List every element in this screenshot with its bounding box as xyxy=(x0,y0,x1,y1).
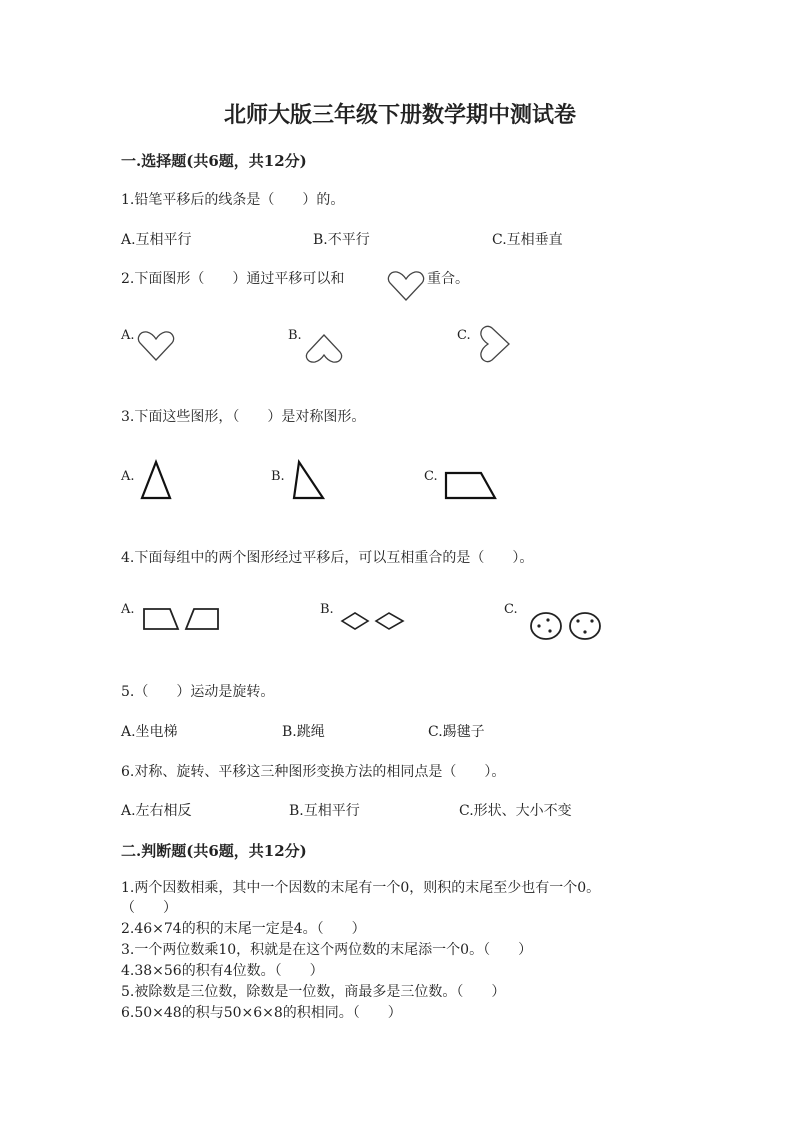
heart-inverted-icon xyxy=(304,333,344,363)
rhombus-pair-icon xyxy=(340,610,408,632)
question-3-text: 3.下面这些图形，（ ）是对称图形。 xyxy=(121,409,366,425)
page-title: 北师大版三年级下册数学期中测试卷 xyxy=(223,102,576,128)
q2-option-a-label: A. xyxy=(121,328,135,343)
question-1-text: 1.铅笔平移后的线条是（ ）的。 xyxy=(121,192,345,208)
judgment-item: 6.50×48的积与50×6×8的积相同。（ ） xyxy=(121,1005,402,1021)
question-4-text: 4.下面每组中的两个图形经过平移后，可以互相重合的是（ ）。 xyxy=(121,550,534,566)
q6-option-a: A.左右相反 xyxy=(121,803,192,819)
q4-option-a-label: A. xyxy=(121,602,135,617)
q4-option-c-label: C. xyxy=(504,602,518,617)
q1-option-b: B.不平行 xyxy=(313,232,370,248)
q1-option-c: C.互相垂直 xyxy=(492,232,563,248)
judgment-item: 2.46×74的积的末尾一定是4。（ ） xyxy=(121,921,366,937)
heart-upright-icon xyxy=(137,330,175,362)
right-trapezoid-icon xyxy=(443,470,499,502)
q3-option-c-label: C. xyxy=(424,469,438,484)
judgment-item: 3.一个两位数乘10，积就是在这个两位数的末尾添一个0。（ ） xyxy=(121,942,533,958)
judgment-item: 5.被除数是三位数，除数是一位数，商最多是三位数。（ ） xyxy=(121,984,506,1000)
q2-option-c-label: C. xyxy=(457,328,471,343)
judgment-item: 1.两个因数相乘，其中一个因数的末尾有一个0，则积的末尾至少也有一个0。 xyxy=(121,880,601,896)
judgment-item: （ ） xyxy=(121,900,177,916)
q3-option-b-label: B. xyxy=(271,469,285,484)
heart-rotated-icon xyxy=(473,324,511,364)
q5-option-a: A.坐电梯 xyxy=(121,724,178,740)
q1-option-a: A.互相平行 xyxy=(121,232,192,248)
section-heading-choice: 一.选择题(共6题，共12分) xyxy=(121,152,307,170)
q6-option-c: C.形状、大小不变 xyxy=(459,803,572,819)
judgment-item: 4.38×56的积有4位数。（ ） xyxy=(121,963,324,979)
scalene-triangle-icon xyxy=(291,460,327,502)
question-2-text-after: 重合。 xyxy=(427,271,469,287)
question-6-text: 6.对称、旋转、平移这三种图形变换方法的相同点是（ ）。 xyxy=(121,764,506,780)
q5-option-c: C.踢毽子 xyxy=(428,724,485,740)
question-2-text-before: 2.下面图形（ ）通过平移可以和 xyxy=(121,271,345,287)
section-heading-judgment: 二.判断题(共6题，共12分) xyxy=(121,842,307,860)
q3-option-a-label: A. xyxy=(121,469,135,484)
q4-option-b-label: B. xyxy=(320,602,334,617)
question-5-text: 5.（ ）运动是旋转。 xyxy=(121,684,275,700)
isosceles-triangle-icon xyxy=(140,460,174,502)
q6-option-b: B.互相平行 xyxy=(289,803,360,819)
trapezoid-pair-icon xyxy=(140,605,224,633)
q2-option-b-label: B. xyxy=(288,328,302,343)
heart-reference-icon xyxy=(387,270,425,302)
q5-option-b: B.跳绳 xyxy=(282,724,325,740)
circle-pair-icon xyxy=(528,610,604,642)
